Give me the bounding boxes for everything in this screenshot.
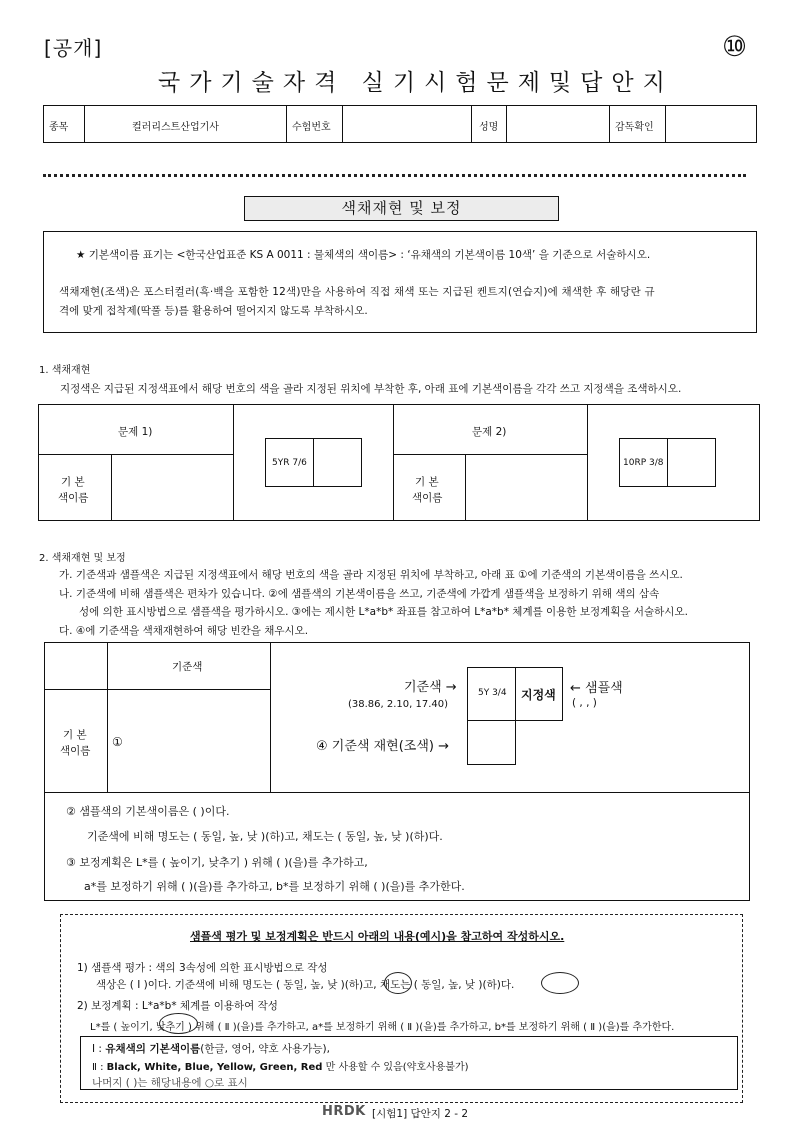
basic-label-1a: 기 본 bbox=[61, 476, 85, 488]
answer-cell-std[interactable] bbox=[125, 690, 270, 792]
mix-slot-1[interactable] bbox=[314, 439, 361, 486]
q1-heading: 1. 색채재현 bbox=[39, 365, 91, 376]
circle-mark-same bbox=[541, 972, 579, 994]
q2-instruction-na-2: 성에 의한 표시방법으로 샘플색을 평가하시오. ③에는 제시한 L*a*b* 좌표를 참고하여 L*a*b* 체계를 이용한 보정계획을 서술하시오. bbox=[79, 606, 688, 618]
answer-cell-1[interactable] bbox=[112, 455, 233, 521]
hrdk-logo: HRDK bbox=[322, 1104, 366, 1119]
ref-color-label: 기준색 → bbox=[404, 680, 457, 695]
notice-line-3: 격에 맞게 접착제(딱풀 등)를 활용하여 떨어지지 않도록 부착하시오. bbox=[59, 305, 368, 317]
q2-instruction-na-1: 나. 기준색에 비해 샘플색은 편차가 있습니다. ②에 샘플색의 기본색이름을 쓰고, 기준색에 가깝게 샘플색을 보정하기 위해 색의 삼속 bbox=[59, 588, 660, 600]
divider bbox=[43, 174, 746, 177]
sample-lab-values: ( , , ) bbox=[572, 697, 597, 709]
legend-1: Ⅰ : 유채색의 기본색이름(한글, 영어, 약호 사용가능), bbox=[92, 1043, 330, 1055]
repro-slot[interactable] bbox=[467, 720, 516, 765]
ref-color-code: 5Y 3/4 bbox=[478, 688, 507, 698]
color-code-1: 5YR 7/6 bbox=[272, 458, 307, 468]
label-field: 종목 bbox=[49, 122, 69, 133]
example-line-3: 2) 보정계획 : L*a*b* 체계를 이용하여 작성 bbox=[77, 1000, 278, 1012]
circle-mark-lower bbox=[159, 1013, 198, 1034]
example-line-4: L*를 ( 높이기, 낮추기 ) 위해 ( Ⅱ )(을)를 추가하고, a*를 보정하기 위해 ( Ⅱ )(을)를 추가하고, b*를 보정하기 위해 ( Ⅱ )(을)를 추가한다. bbox=[90, 1022, 675, 1033]
example-line-1: 1) 샘플색 평가 : 색의 3속성에 의한 표시방법으로 작성 bbox=[77, 962, 328, 974]
example-title: 샘플색 평가 및 보정계획은 반드시 아래의 내용(예시)을 참고하여 작성하시오. bbox=[190, 930, 565, 943]
ref-lab-values: (38.86, 2.10, 17.40) bbox=[348, 699, 449, 710]
section-title: 색채재현 및 보정 bbox=[244, 196, 559, 221]
std-color-header: 기준색 bbox=[172, 661, 203, 673]
value-field: 컬러리스트산업기사 bbox=[132, 122, 219, 133]
circle-mark-high bbox=[384, 972, 412, 994]
notice-line-2: 색채재현(조색)은 포스터컬러(흑·백을 포함한 12색)만을 사용하여 직접 채색 또는 지급된 켄트지(연습지)에 채색한 후 해당란 규 bbox=[59, 286, 655, 298]
q1-description: 지정색은 지급된 지정색표에서 해당 번호의 색을 골라 지정된 위치에 부착한 후, 아래 표에 기본색이름을 각각 쓰고 지정색을 조색하시오. bbox=[60, 383, 682, 395]
label-supervisor: 감독확인 bbox=[615, 122, 654, 133]
label-exam-number: 수험번호 bbox=[292, 122, 331, 133]
legend-3: 나머지 ( )는 해당내용에 ○로 표시 bbox=[92, 1077, 248, 1089]
mix-slot-2[interactable] bbox=[668, 439, 715, 486]
q2-instruction-ga: 가. 기준색과 샘플색은 지급된 지정색표에서 해당 번호의 색을 골라 지정된 위치에 부착하고, 아래 표 ①에 기준색의 기본색이름을 쓰시오. bbox=[59, 569, 683, 581]
footer-page-text: [시험1] 답안지 2 - 2 bbox=[372, 1108, 469, 1120]
page-title: 국가기술자격 실기시험문제및답안지 bbox=[158, 70, 674, 96]
q2-basic-label-a: 기 본 bbox=[63, 729, 87, 741]
answer-line-2: ② 샘플색의 기본색이름은 ( )이다. bbox=[66, 805, 230, 818]
notice-line-1: ★ 기본색이름 표기는 <한국산업표준 KS A 0011 : 물체색의 색이름> : ‘유채색의 기본색이름 10색’ 을 기준으로 서술하시오. bbox=[76, 249, 651, 261]
q2-instruction-da: 다. ④에 기준색을 색채재현하여 해당 빈칸을 채우시오. bbox=[59, 625, 309, 637]
marker-1: ① bbox=[112, 735, 123, 749]
sheet-number: ⑩ bbox=[722, 30, 748, 63]
answer-cell-2[interactable] bbox=[466, 455, 587, 521]
basic-label-2b: 색이름 bbox=[412, 492, 443, 504]
q2-basic-label-b: 색이름 bbox=[60, 745, 91, 757]
example-line-2: 색상은 ( Ⅰ )이다. 기준색에 비해 명도는 ( 동일, 높, 낮 )(하)고, 채도는 ( 동일, 높, 낮 )(하)다. bbox=[96, 979, 515, 991]
legend-2: Ⅱ : Black, White, Blue, Yellow, Green, Red 만 사용할 수 있음(약호사용불가) bbox=[92, 1062, 469, 1073]
answer-line-3b: a*를 보정하기 위해 ( )(을)를 추가하고, b*를 보정하기 위해 ( )(을)를 추가한다. bbox=[84, 880, 465, 893]
q2-heading: 2. 색채재현 및 보정 bbox=[39, 553, 126, 564]
repro-label: ④ 기준색 재현(조색) → bbox=[316, 739, 449, 754]
problem-2-title: 문제 2) bbox=[472, 426, 507, 438]
answer-line-3: ③ 보정계획은 L*를 ( 높이기, 낮추기 ) 위해 ( )(을)를 추가하고, bbox=[66, 856, 368, 869]
color-code-2: 10RP 3/8 bbox=[623, 458, 664, 468]
basic-label-1b: 색이름 bbox=[58, 492, 89, 504]
answer-line-2b: 기준색에 비해 명도는 ( 동일, 높, 낮 )(하)고, 채도는 ( 동일, 높, 낮 )(하)다. bbox=[87, 830, 443, 843]
problem-1-title: 문제 1) bbox=[118, 426, 153, 438]
basic-label-2a: 기 본 bbox=[415, 476, 439, 488]
designated-color-label: 지정색 bbox=[521, 688, 556, 702]
public-tag: [공개] bbox=[44, 36, 103, 60]
label-name: 성명 bbox=[479, 122, 499, 133]
sample-color-label: ← 샘플색 bbox=[570, 681, 623, 696]
